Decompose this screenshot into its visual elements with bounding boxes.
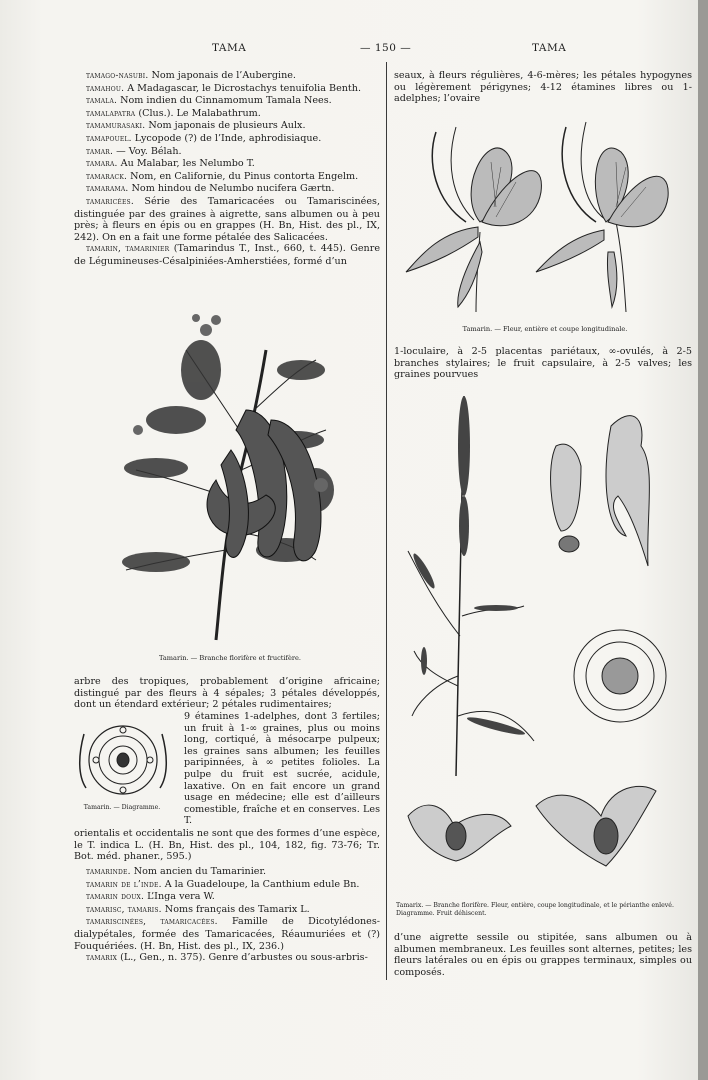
right-column-top-text xyxy=(394,70,692,105)
tamarix-text-3: d’une aigrette sessile ou stipitée, sans albumen ou à albumen membraneux. Les feuilles sont alternes, petites; les fleurs latérales ou en épis ou grappes terminaux, simples ou composés. xyxy=(394,932,692,978)
dictionary-entry xyxy=(74,158,380,171)
entry-definition: Série des Tamaricacées ou Tamariscinées, distinguée par des graines à aigrette, sans albumen ou à peu près; à fleurs en épis ou en grappes (H. Bn, Hist. des pl., IX, 242). On en a fait une forme pétalée des Salicacées. xyxy=(74,195,380,243)
book-spine-shadow xyxy=(698,0,708,1080)
entry-definition: A la Guadeloupe, la Canthium edule Bn. xyxy=(161,878,360,890)
dictionary-entry xyxy=(74,916,380,952)
entry-headword: tamarin de l’inde. xyxy=(86,879,162,890)
dictionary-entry xyxy=(74,879,380,892)
tamarin-text-1: arbre des tropiques, probablement d’origine africaine; distingué par des fleurs à 4 sépales; 3 pétales développés, dont un étendard extérieur; 2 pétales rudimentaires; xyxy=(74,676,380,711)
dictionary-entry xyxy=(74,146,380,159)
tamarix-illustration xyxy=(396,386,692,896)
entry-headword: tamarinde. xyxy=(86,867,131,877)
tamarin-branch-caption: Tamarin. — Branche florifère et fructifère. xyxy=(158,654,302,662)
tamarix-caption: Tamarix. — Branche florifère. Fleur, entière, coupe longitudinale, et le périanthe enlevé. Diagramme. Fruit déhiscent. xyxy=(396,902,674,917)
entry-headword: tamala. xyxy=(86,96,118,107)
entry-headword: tamariscinées, tamaricacées. xyxy=(86,917,218,928)
entry-headword: tamarin, tamarinier xyxy=(86,244,170,255)
right-column-bottom-text xyxy=(394,932,692,978)
entry-headword: tamara. xyxy=(86,159,118,170)
entry-definition: Au Malabar, les Nelumbo T. xyxy=(117,158,255,170)
entry-definition: Nom ancien du Tamarinier. xyxy=(130,866,267,877)
dictionary-entry xyxy=(74,108,380,121)
entry-definition: (L., Gen., n. 375). Genre d’arbustes ou sous-arbris- xyxy=(117,952,368,964)
entry-definition: A Madagascar, le Dicrostachys tenuifolia Benth. xyxy=(124,82,362,94)
entry-definition: Nom hindou de Nelumbo nucifera Gærtn. xyxy=(128,183,335,195)
entry-headword: tamarisc, tamaris. xyxy=(86,904,162,915)
dictionary-entry xyxy=(74,95,380,108)
header-left-word: TAMA xyxy=(212,42,247,54)
dictionary-entry xyxy=(74,866,380,879)
entry-headword: tamarama. xyxy=(86,184,129,195)
entry-definition: — Voy. Bélah. xyxy=(113,145,182,157)
column-divider xyxy=(386,62,387,980)
entry-headword: tamago-nasubi. xyxy=(86,71,149,81)
entry-headword: tamarix xyxy=(86,953,118,964)
tamarix-text-2: 1-loculaire, à 2-5 placentas pariétaux, ∞-ovulés, à 2-5 branches stylaires; le fruit capsulaire, à 2-5 valves; les graines pourvues xyxy=(394,346,692,381)
tamarin-diagram-caption: Tamarin. — Diagramme. xyxy=(83,804,161,811)
tamarin-description-wrap: 9 étamines 1-adelphes, dont 3 fertiles; un fruit à 1-∞ graines, plus ou moins long, cortiqué, à mésocarpe pulpeux; les graines sans albumen; les feuilles paripinnées, à ∞ petites folioles. La pulpe du fruit est sucrée, acidule, laxative. On en fait encore un grand usage en médecine; elle est d’ailleurs comestible, fraîche et en conserves. Les T. xyxy=(184,711,380,827)
tamarin-branch-illustration xyxy=(96,290,352,648)
dictionary-entry xyxy=(74,120,380,133)
dictionary-entry xyxy=(74,183,380,196)
entry-headword: tamalapatra xyxy=(86,108,136,119)
tamarin-flower-caption: Tamarin. — Fleur, entière et coupe longitudinale. xyxy=(462,325,628,333)
entry-headword: tamapouel. xyxy=(86,133,132,144)
entry-definition: Nom, en Californie, du Pinus contorta Engelm. xyxy=(127,170,359,182)
entry-definition: (Clus.). Le Malabathrum. xyxy=(135,107,261,119)
entry-definition: Noms français des Tamarix L. xyxy=(161,903,310,915)
dictionary-entry xyxy=(74,70,380,83)
right-column-mid-text xyxy=(394,346,692,381)
dictionary-entry xyxy=(74,243,380,267)
tamarin-description-top xyxy=(74,676,380,711)
left-column-entries xyxy=(74,70,380,268)
tamarin-flower-illustration xyxy=(396,112,686,318)
dictionary-entry xyxy=(74,83,380,96)
left-column-entries-bottom xyxy=(74,866,380,965)
entry-definition: Nom japonais de plusieurs Aulx. xyxy=(145,120,306,132)
entry-headword: tamarin doux. xyxy=(86,892,145,903)
entry-definition: Lycopode (?) de l’Inde, aphrodisiaque. xyxy=(131,132,322,144)
dictionary-entry xyxy=(74,904,380,917)
dictionary-entry xyxy=(74,133,380,146)
dictionary-entry xyxy=(74,952,380,965)
page-header xyxy=(60,42,680,58)
entry-definition: Nom japonais de l’Aubergine. xyxy=(148,70,296,81)
tamarin-text-end: orientalis et occidentalis ne sont que des formes d’une espèce, le T. indica L. (H. Bn, Hist. des pl., 104, 182, fig. 73-76; Tr. Bot. méd. phaner., 595.) xyxy=(74,828,380,863)
header-right-word: TAMA xyxy=(532,42,567,54)
entry-headword: tamamurasaki. xyxy=(86,121,146,132)
entry-definition: L’Inga vera W. xyxy=(144,891,215,903)
entry-headword: tamarack. xyxy=(86,171,128,182)
dictionary-entry xyxy=(74,196,380,243)
entry-headword: tamar. xyxy=(86,146,114,157)
entry-headword: tamaricées. xyxy=(86,196,134,207)
dictionary-entry xyxy=(74,891,380,904)
entry-definition: Famille de Dicotylédones-dialypétales, formée des Tamaricacées, Réaumuriées et (?) Fouquériées. (H. Bn, Hist. des pl., IX, 236.) xyxy=(74,916,380,952)
dictionary-entry xyxy=(74,171,380,184)
tamarin-diagram xyxy=(76,716,170,800)
entry-headword: tamahou. xyxy=(86,83,125,94)
entry-definition: Nom indien du Cinnamomum Tamala Nees. xyxy=(117,95,332,107)
tamarix-text-1: seaux, à fleurs régulières, 4-6-mères; les pétales hypogynes ou légèrement périgynes; 4-12 étamines libres ou 1-adelphes; l’ovaire xyxy=(394,70,692,105)
tamarin-description-end xyxy=(74,828,380,863)
entry-definition: (Tamarindus T., Inst., 660, t. 445). Genre de Légumineuses-Césalpiniées-Amherstiées, formé d’un xyxy=(74,243,380,267)
page-number: — 150 — xyxy=(360,42,412,54)
